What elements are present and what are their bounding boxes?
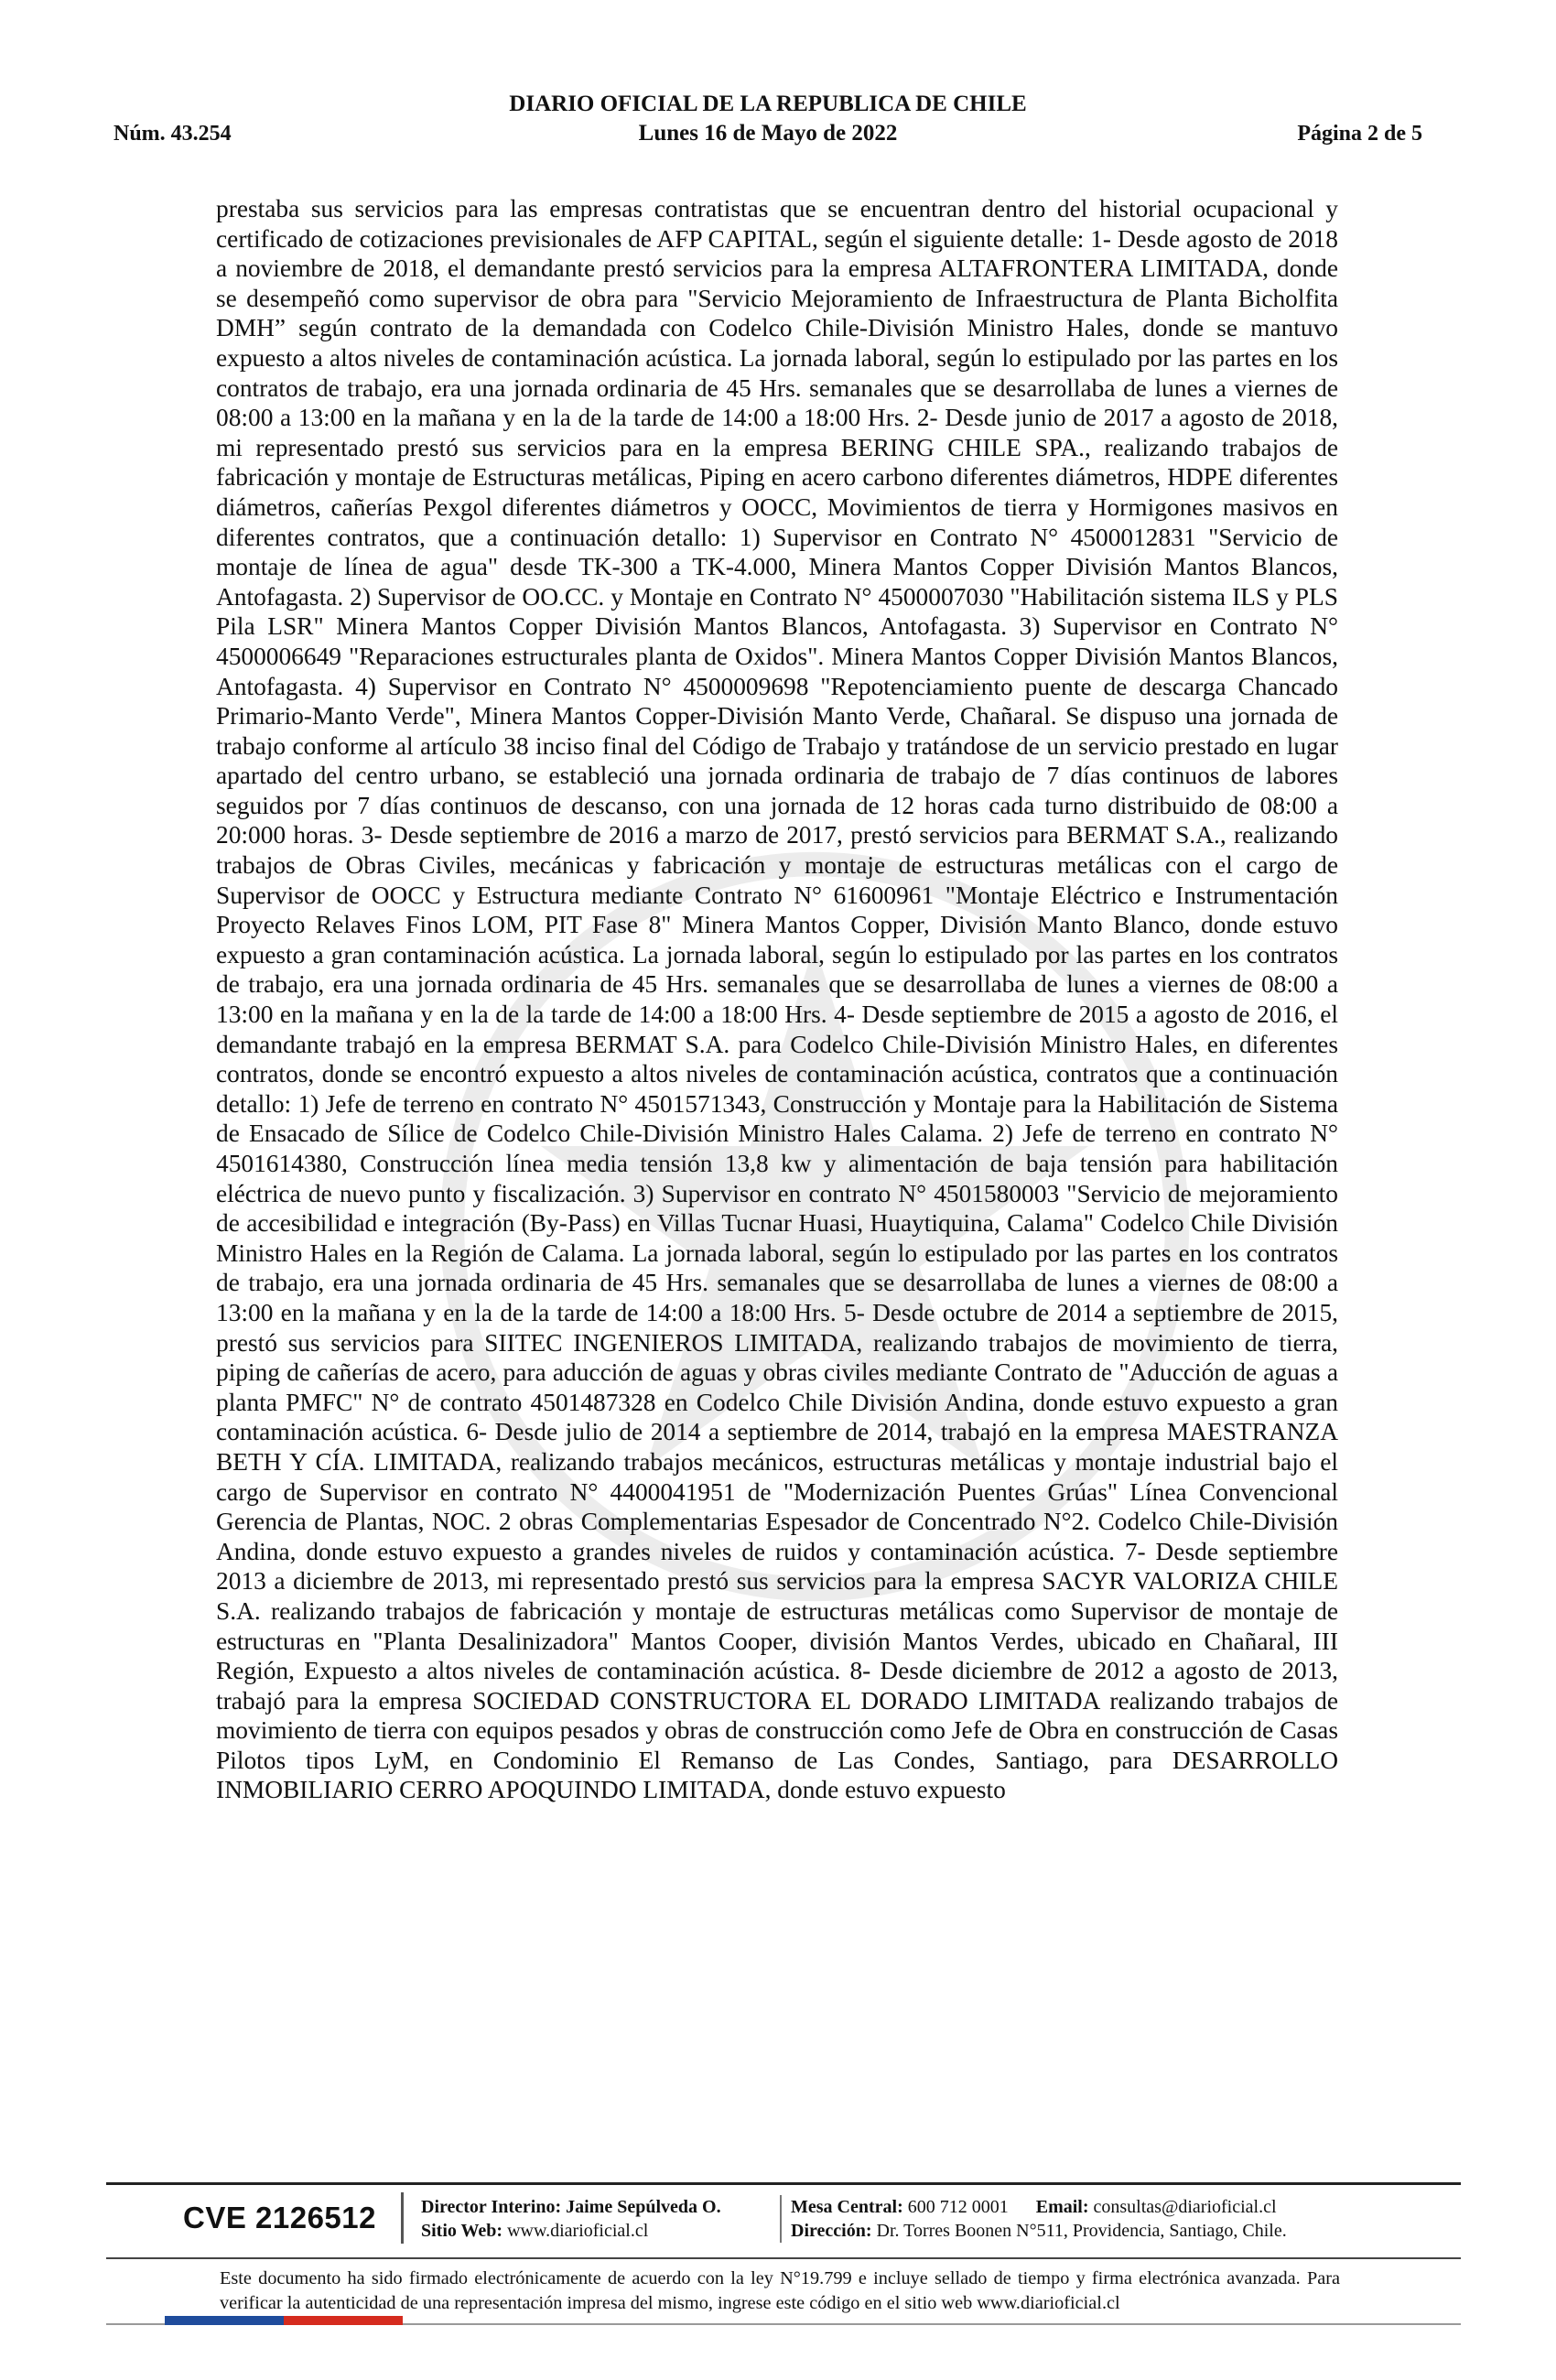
email-link[interactable]: consultas@diarioficial.cl (1093, 2197, 1277, 2217)
signature-note: Este documento ha sido firmado electrónicamente de acuerdo con la ley N°19.799 e incluye sellado de tiempo y firma electrónica avanzada. Para verificar la autenticidad de una representación impresa del mismo, ingrese este código en el sitio web www.diarioficial.cl (220, 2268, 1340, 2313)
website-link[interactable]: www.diarioficial.cl (507, 2221, 649, 2241)
flag-red-segment (284, 2316, 403, 2325)
website-label: Sitio Web: (421, 2221, 503, 2241)
page-header (113, 90, 1422, 154)
director-name: Jaime Sepúlveda O. (566, 2197, 721, 2217)
publication-title: DIARIO OFICIAL DE LA REPUBLICA DE CHILE (509, 92, 1027, 116)
contact-line (791, 2195, 1432, 2219)
publication-date: Lunes 16 de Mayo de 2022 (638, 121, 898, 146)
phone-label: Mesa Central: (791, 2197, 903, 2217)
phone-value: 600 712 0001 (907, 2197, 1009, 2217)
header-title-block (113, 90, 1422, 148)
director-label: Director Interino: (421, 2197, 562, 2217)
address-value: Dr. Torres Boonen N°511, Providencia, Santiago, Chile. (876, 2221, 1287, 2241)
body-paragraph: prestaba sus servicios para las empresas contratistas que se encuentran dentro del historial ocupacional y certificado de cotizaciones previsionales de AFP CAPITAL, según el siguiente detalle: 1- Desde agosto de 2018 a noviembre de 2018, el demandante prestó servicios para la empresa ALTAFRONTERA LIMITADA, donde se desempeñó como supervisor de obra para "Servicio Mejoramiento de Infraestructura de Planta Bicholfita DMH” según contrato de la demandada con Codelco Chile-División Ministro Hales, donde se mantuvo expuesto a altos niveles de contaminación acústica. La jornada laboral, según lo estipulado por las partes en los contratos de trabajo, era una jornada ordinaria de 45 Hrs. semanales que se desarrollaba de lunes a viernes de 08:00 a 13:00 en la mañana y en la de la tarde de 14:00 a 18:00 Hrs. 2- Desde junio de 2017 a agosto de 2018, mi representado prestó sus servicios para en la empresa BERING CHILE SPA., realizando trabajos de fabricación y montaje de Estructuras metálicas, Piping en acero carbono diferentes diámetros, HDPE diferentes diámetros, cañerías Pexgol diferentes diámetros y OOCC, Movimientos de tierra y Hormigones masivos en diferentes contratos, que a continuación detallo: 1) Supervisor en Contrato N° 4500012831 "Servicio de montaje de línea de agua" desde TK-300 a TK-4.000, Minera Mantos Copper División Mantos Blancos, Antofagasta. 2) Supervisor de OO.CC. y Montaje en Contrato N° 4500007030 "Habilitación sistema ILS y PLS Pila LSR" Minera Mantos Copper División Mantos Blancos, Antofagasta. 3) Supervisor en Contrato N° 4500006649 "Reparaciones estructurales planta de Oxidos". Minera Mantos Copper División Mantos Blancos, Antofagasta. 4) Supervisor en Contrato N° 4500009698 "Repotenciamiento puente de descarga Chancado Primario-Manto Verde", Minera Mantos Copper-División Manto Verde, Chañaral. Se dispuso una jornada de trabajo conforme al artículo 38 inciso final del Código de Trabajo y tratándose de un servicio prestado en lugar apartado del centro urbano, se estableció una jornada ordinaria de trabajo de 7 días continuos de labores seguidos por 7 días continuos de descanso, con una jornada de 12 horas cada turno distribuido de 08:00 a 20:000 horas. 3- Desde septiembre de 2016 a marzo de 2017, prestó servicios para BERMAT S.A., realizando trabajos de Obras Civiles, mecánicas y fabricación y montaje de estructuras metálicas con el cargo de Supervisor de OOCC y Estructura mediante Contrato N° 61600961 "Montaje Eléctrico e Instrumentación Proyecto Relaves Finos LOM, PIT Fase 8" Minera Mantos Copper, División Manto Blanco, donde estuvo expuesto a gran contaminación acústica. La jornada laboral, según lo estipulado por las partes en los contratos de trabajo, era una jornada ordinaria de 45 Hrs. semanales que se desarrollaba de lunes a viernes de 08:00 a 13:00 en la mañana y en la de la tarde de 14:00 a 18:00 Hrs. 4- Desde septiembre de 2015 a agosto de 2016, el demandante trabajó en la empresa BERMAT S.A. para Codelco Chile-División Ministro Hales, en diferentes contratos, donde se encontró expuesto a altos niveles de contaminación acústica, contratos que a continuación detallo: 1) Jefe de terreno en contrato N° 4501571343, Construcción y Montaje para la Habilitación de Sistema de Ensacado de Sílice de Codelco Chile-División Ministro Hales Calama. 2) Jefe de terreno en contrato N° 4501614380, Construcción línea media tensión 13,8 kw y alimentación de baja tensión para habilitación eléctrica de nuevo punto y fiscalización. 3) Supervisor en contrato N° 4501580003 "Servicio de mejoramiento de accesibilidad e integración (By-Pass) en Villas Tucnar Huasi, Huaytiquina, Calama" Codelco Chile División Ministro Hales en la Región de Calama. La jornada laboral, según lo estipulado por las partes en los contratos de trabajo, era una jornada ordinaria de 45 Hrs. semanales que se desarrollaba de lunes a viernes de 08:00 a 13:00 en la mañana y en la de la tarde de 14:00 a 18:00 Hrs. 5- Desde octubre de 2014 a septiembre de 2015, prestó sus servicios para SIITEC INGENIEROS LIMITADA, realizando trabajos de movimiento de tierra, piping de cañerías de acero, para aducción de aguas y obras civiles mediante Contrato de "Aducción de aguas a planta PMFC" N° de contrato 4501487328 en Codelco Chile División Andina, donde estuvo expuesto a gran contaminación acústica. 6- Desde julio de 2014 a septiembre de 2014, trabajó en la empresa MAESTRANZA BETH Y CÍA. LIMITADA, realizando trabajos mecánicos, estructuras metálicas y montaje industrial bajo el cargo de Supervisor en contrato N° 4400041951 de "Modernización Puentes Grúas" Línea Convencional Gerencia de Plantas, NOC. 2 obras Complementarias Espesador de Concentrado N°2. Codelco Chile-División Andina, donde estuvo expuesto a grandes niveles de ruidos y contaminación acústica. 7- Desde septiembre 2013 a diciembre de 2013, mi representado prestó sus servicios para la empresa SACYR VALORIZA CHILE S.A. realizando trabajos de fabricación y montaje de estructuras metálicas como Supervisor de montaje de estructuras en "Planta Desalinizadora" Mantos Cooper, división Mantos Verdes, ubicado en Chañaral, III Región, Expuesto a altos niveles de contaminación acústica. 8- Desde diciembre de 2012 a agosto de 2013, trabajó para la empresa SOCIEDAD CONSTRUCTORA EL DORADO LIMITADA realizando trabajos de movimiento de tierra con equipos pesados y obras de construcción como Jefe de Obra en construcción de Casas Pilotos tipos LyM, en Condominio El Remanso de Las Condes, Santiago, para DESARROLLO INMOBILIARIO CERRO APOQUINDO LIMITADA, donde estuvo expuesto (216, 195, 1338, 1804)
footer-contact-block (780, 2195, 1432, 2243)
director-line (421, 2195, 769, 2219)
flag-color-bar (165, 2316, 403, 2325)
footer-divider-bottom (106, 2257, 1461, 2259)
flag-blue-segment (165, 2316, 284, 2325)
footer-director-block (421, 2195, 769, 2243)
address-label: Dirección: (791, 2221, 872, 2241)
footer-divider-top (106, 2182, 1461, 2185)
page-number: Página 2 de 5 (1297, 122, 1422, 146)
website-line (421, 2219, 769, 2243)
cve-code: CVE 2126512 (183, 2192, 404, 2244)
issue-number: Núm. 43.254 (113, 122, 232, 146)
address-line (791, 2219, 1432, 2243)
email-label: Email: (1035, 2197, 1089, 2217)
